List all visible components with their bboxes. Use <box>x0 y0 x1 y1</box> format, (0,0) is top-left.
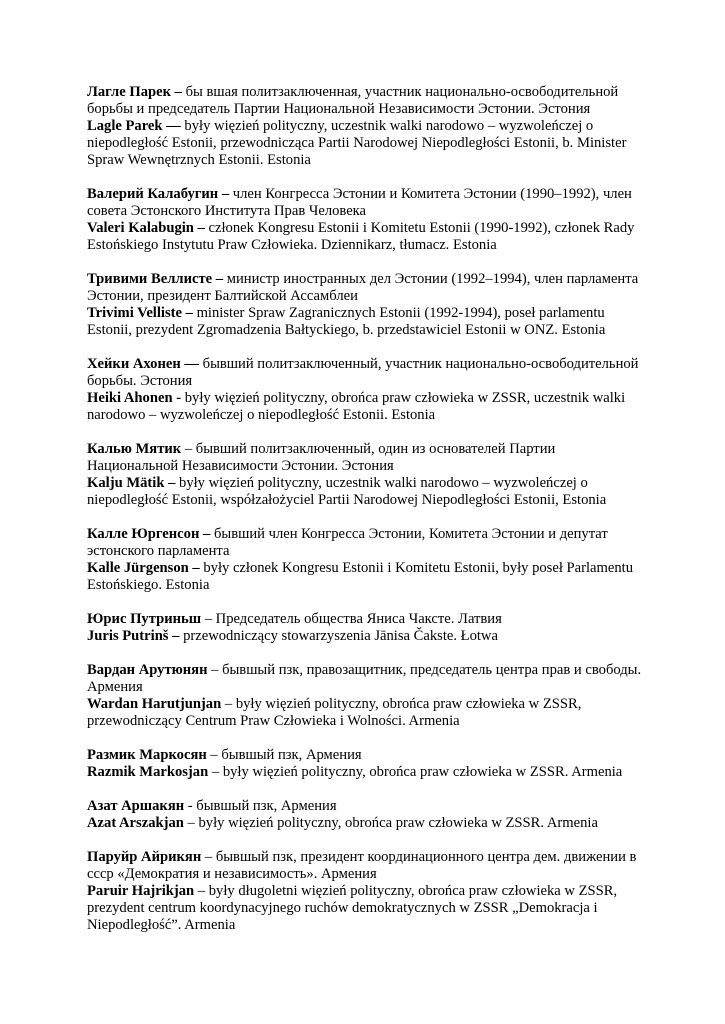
polish-description <box>87 220 647 254</box>
description-text-russian: член Конгресса Эстонии и Комитета Эстонии (1990–1992), член совета Эстонского Института Прав Человека <box>87 186 632 219</box>
person-name-russian: Лагле Парек – <box>87 84 182 100</box>
person-name-polish: Lagle Parek — <box>87 118 181 134</box>
description-text-russian: – бывшый пзк, правозащитник, председатель центра прав и свободы. Армения <box>87 662 642 695</box>
description-text-polish: minister Spraw Zagranicznych Estonii (1992-1994), poseł parlamentu Estonii, prezydent Zgromadzenia Bałtyckiego, b. przedstawiciel Estonii w ONZ. Estonia <box>87 305 606 338</box>
description-text-polish: były więzień polityczny, uczestnik walki narodowo – wyzwoleńczej o niepodległość Estonii, współzałożyciel Partii Narodowej Niepodległości Estonii, Estonia <box>87 475 607 508</box>
description-text-russian: - бывшый пзк, Армения <box>184 798 337 814</box>
document-page <box>87 84 647 951</box>
description-text-russian: – бывшый пзк, Армения <box>206 747 362 763</box>
person-name-polish: Juris Putrinš – <box>87 628 180 644</box>
person-name-polish: Wardan Harutjunjan <box>87 696 222 712</box>
polish-description <box>87 628 647 645</box>
person-name-polish: Heiki Ahonen - <box>87 390 182 406</box>
description-text-polish: – były więzień polityczny, obrońca praw człowieka w ZSSR, przewodniczący Centrum Praw Człowieka i Wolności. Armenia <box>87 696 582 729</box>
person-entry <box>87 849 647 934</box>
russian-description <box>87 611 647 628</box>
description-text-russian: бы вшая политзаключенная, участник национально-освободительной борьбы и председатель Партии Национальной Независимости Эстонии. Эстония <box>87 84 619 117</box>
description-text-russian: – бывший политзаключенный, один из основателей Партии Национальной Независимости Эстонии. Эстония <box>87 441 556 474</box>
person-name-russian: Вардан Арутюнян <box>87 662 208 678</box>
russian-description <box>87 662 647 696</box>
person-entry <box>87 611 647 645</box>
description-text-polish: – były więzień polityczny, obrońca praw człowieka w ZSSR. Armenia <box>208 764 623 780</box>
description-text-polish: były więzień polityczny, obrońca praw człowieka w ZSSR, uczestnik walki narodowo – wyzwoleńczej o niepodległość Estonii. Estonia <box>87 390 626 423</box>
polish-description <box>87 696 647 730</box>
polish-description <box>87 475 647 509</box>
russian-description <box>87 186 647 220</box>
person-entry <box>87 798 647 832</box>
person-entry <box>87 747 647 781</box>
russian-description <box>87 849 647 883</box>
person-name-russian: Паруйр Айрикян <box>87 849 202 865</box>
description-text-russian: бывший политзаключенный, участник национально-освободительной борьбы. Эстония <box>87 356 639 389</box>
person-name-polish: Kalle Jürgenson – <box>87 560 200 576</box>
polish-description <box>87 815 647 832</box>
description-text-polish: – były długoletni więzień polityczny, obrońca praw człowieka w ZSSR, prezydent centrum koordynacyjnego ruchów demokratycznych w ZSSR „Demokracja i Niepodległość”. Armenia <box>87 883 618 933</box>
person-entry <box>87 662 647 730</box>
description-text-russian: бывший член Конгресса Эстонии, Комитета Эстонии и депутат эстонского парламента <box>87 526 608 559</box>
person-name-russian: Хейки Ахонен — <box>87 356 200 372</box>
russian-description <box>87 356 647 390</box>
description-text-russian: министр иностранных дел Эстонии (1992–1994), член парламента Эстонии, президент Балтийской Ассамблеи <box>87 271 639 304</box>
polish-description <box>87 764 647 781</box>
person-name-polish: Razmik Markosjan <box>87 764 209 780</box>
person-entry <box>87 356 647 424</box>
description-text-polish: członek Kongresu Estonii i Komitetu Estonii (1990-1992), członek Rady Estońskiego Instytutu Praw Człowieka. Dziennikarz, tłumacz. Estonia <box>87 220 635 253</box>
person-name-russian: Размик Маркосян <box>87 747 207 763</box>
person-name-russian: Калле Юргенсон – <box>87 526 211 542</box>
polish-description <box>87 560 647 594</box>
russian-description <box>87 271 647 305</box>
polish-description <box>87 390 647 424</box>
person-name-polish: Paruir Hajrikjan <box>87 883 195 899</box>
description-text-russian: – Председатель общества Яниса Чаксте. Латвия <box>201 611 502 627</box>
russian-description <box>87 526 647 560</box>
person-entry <box>87 441 647 509</box>
person-name-polish: Kalju Mätik – <box>87 475 176 491</box>
description-text-polish: – były więzień polityczny, obrońca praw człowieka w ZSSR. Armenia <box>183 815 598 831</box>
polish-description <box>87 118 647 169</box>
russian-description <box>87 84 647 118</box>
person-name-polish: Trivimi Velliste – <box>87 305 193 321</box>
description-text-polish: były członek Kongresu Estonii i Komitetu Estonii, były poseł Parlamentu Estońskiego. Estonia <box>87 560 633 593</box>
person-name-russian: Калью Мятик <box>87 441 182 457</box>
description-text-russian: – бывшый пзк, президент координационного центра дем. движении в ссср «Демократия и независимость». Армения <box>87 849 637 882</box>
polish-description <box>87 883 647 934</box>
person-entry <box>87 526 647 594</box>
person-name-russian: Юрис Путриньш <box>87 611 202 627</box>
person-name-polish: Azat Arszakjan <box>87 815 184 831</box>
person-entry <box>87 186 647 254</box>
person-name-russian: Валерий Калабугин – <box>87 186 230 202</box>
russian-description <box>87 798 647 815</box>
person-name-polish: Valeri Kalabugin – <box>87 220 205 236</box>
person-name-russian: Азат Аршакян <box>87 798 185 814</box>
description-text-polish: przewodniczący stowarzyszenia Jānisa Čakste. Łotwa <box>179 628 498 644</box>
person-entry <box>87 84 647 169</box>
polish-description <box>87 305 647 339</box>
russian-description <box>87 441 647 475</box>
russian-description <box>87 747 647 764</box>
person-name-russian: Тривими Веллисте – <box>87 271 224 287</box>
description-text-polish: były więzień polityczny, uczestnik walki narodowo – wyzwoleńczej o niepodległość Estonii, przewodnicząca Partii Narodowej Niepodległości Estonii, b. Minister Spraw Wewnętrznych Estonii. Estonia <box>87 118 627 168</box>
person-entry <box>87 271 647 339</box>
